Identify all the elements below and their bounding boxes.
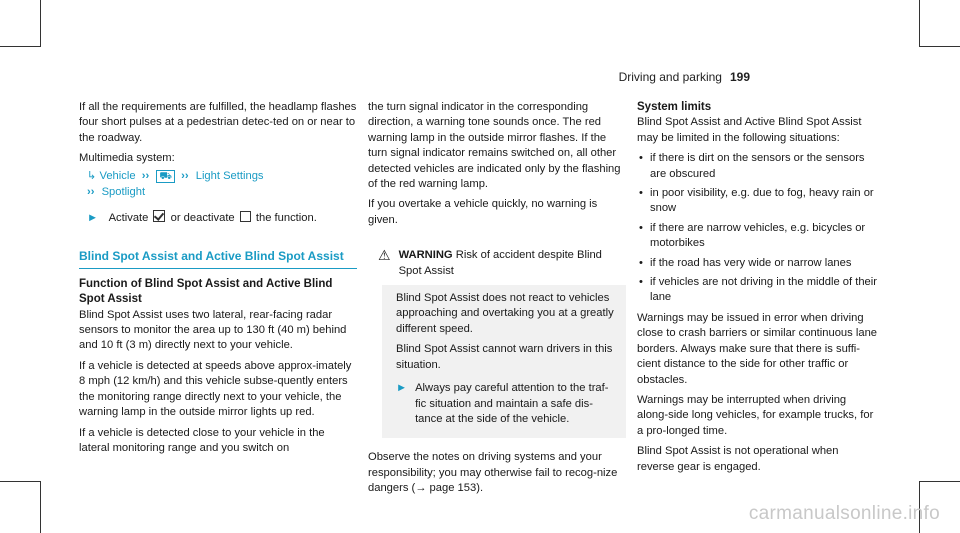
warning-box — [368, 242, 626, 438]
instruction: ► Activate or deactivate the function. — [87, 212, 317, 225]
paragraph: Warnings may be issued in error when driving close to crash barriers or similar continuous lane borders. Always make sure that there is suffi-cient distance to the side for other traffic or obstacles. — [637, 311, 878, 386]
double-chevron-icon: ›› — [178, 169, 189, 182]
crop-mark — [40, 0, 41, 47]
warning-body — [382, 285, 626, 438]
column-3 — [637, 100, 877, 480]
page-number: 199 — [729, 70, 750, 84]
paragraph: the turn signal indicator in the corresponding direction, a warning tone sounds once. The red warning lamp in the outside mirror flashes. If the turn signal indicator remains switched on, all other detected vehicles are indicated only by the flashing of the red warning lamp. — [368, 101, 621, 191]
warning-label: WARNING — [398, 249, 453, 262]
instruction: ► Always pay careful attention to the traf-fic situation and maintain a safe dis-tance at the side of the vehicle. — [396, 381, 616, 427]
menu-path-row — [87, 169, 357, 184]
subheading: System limits — [637, 101, 712, 113]
list-item: • in poor visibility, e.g. due to fog, heavy rain or snow — [637, 186, 877, 217]
action-arrow-icon: ► — [396, 382, 408, 395]
crop-mark — [40, 481, 41, 533]
crop-mark — [919, 481, 960, 482]
crop-mark — [0, 481, 40, 482]
crop-mark — [919, 0, 920, 47]
paragraph: Blind Spot Assist and Active Blind Spot Assist may be limited in the following situations: — [637, 116, 862, 144]
menu-vehicle: Vehicle — [99, 169, 136, 182]
double-chevron-icon: ›› — [87, 186, 95, 199]
paragraph: If all the requirements are fulfilled, the headlamp flashes four short pulses at a pedestrian detec-ted on or near to the roadway. — [79, 101, 357, 144]
menu-spotlight: Spotlight — [101, 186, 146, 199]
crop-mark — [0, 46, 40, 47]
page-header — [619, 70, 750, 84]
car-icon: ⛟ — [156, 170, 175, 183]
paragraph: Blind Spot Assist uses two lateral, rear-facing radar sensors to monitor the area up to 130 ft (40 m) behind and 10 ft (3 m) directly next to your vehicle. — [79, 308, 347, 352]
menu-path-row — [87, 185, 357, 200]
menu-light-settings: Light Settings — [195, 169, 264, 182]
paragraph: Blind Spot Assist does not react to vehicles approaching and overtaking you at a greatly different speed. — [396, 292, 614, 335]
list-item: • if there are narrow vehicles, e.g. bicycles or motorbikes — [637, 221, 877, 252]
paragraph: Blind Spot Assist cannot warn drivers in this situation. — [396, 343, 613, 371]
limits-list — [637, 151, 877, 306]
paragraph: Observe the notes on driving systems and your responsibility; you may otherwise fail to recog-nize dangers (→ page 153). — [368, 451, 618, 495]
checkbox-checked-icon — [153, 210, 165, 222]
return-arrow-icon: ↳ — [87, 169, 97, 182]
watermark: carmanualsonline.info — [748, 503, 940, 524]
list-item: • if there is dirt on the sensors or the sensors are obscured — [637, 151, 877, 182]
section-title: Driving and parking — [618, 70, 722, 84]
column-2 — [368, 100, 626, 502]
warning-header — [368, 242, 626, 285]
paragraph: Blind Spot Assist is not operational when reverse gear is engaged. — [637, 445, 839, 473]
column-1 — [79, 100, 357, 461]
menu-path — [79, 169, 357, 201]
paragraph: If a vehicle is detected at speeds above approx-imately 8 mph (12 km/h) and this vehicle subse-quently enters the monitoring range directly next to your vehicle, the warning lamp in the outside mirror lights up red. — [79, 359, 352, 419]
action-arrow-icon: ► — [87, 212, 99, 225]
paragraph: Multimedia system: — [79, 152, 175, 165]
list-item: • if the road has very wide or narrow lanes — [637, 256, 877, 271]
subheading: Function of Blind Spot Assist and Active Blind Spot Assist — [79, 277, 333, 306]
warning-triangle-icon: ⚠ — [378, 247, 391, 264]
checkbox-empty-icon — [240, 211, 251, 222]
paragraph: Warnings may be interrupted when driving along-side long vehicles, for example trucks, for a pro-longed time. — [637, 393, 874, 437]
list-item: • if vehicles are not driving in the middle of their lane — [637, 275, 877, 306]
crop-mark — [919, 46, 960, 47]
paragraph: If you overtake a vehicle quickly, no warning is given. — [368, 198, 598, 226]
paragraph: If a vehicle is detected close to your vehicle in the lateral monitoring range and you switch on — [79, 426, 325, 454]
double-chevron-icon: ›› — [138, 169, 150, 182]
section-heading: Blind Spot Assist and Active Blind Spot Assist — [79, 249, 357, 269]
warning-title: Risk of accident despite Blind Spot Assist — [398, 249, 602, 277]
